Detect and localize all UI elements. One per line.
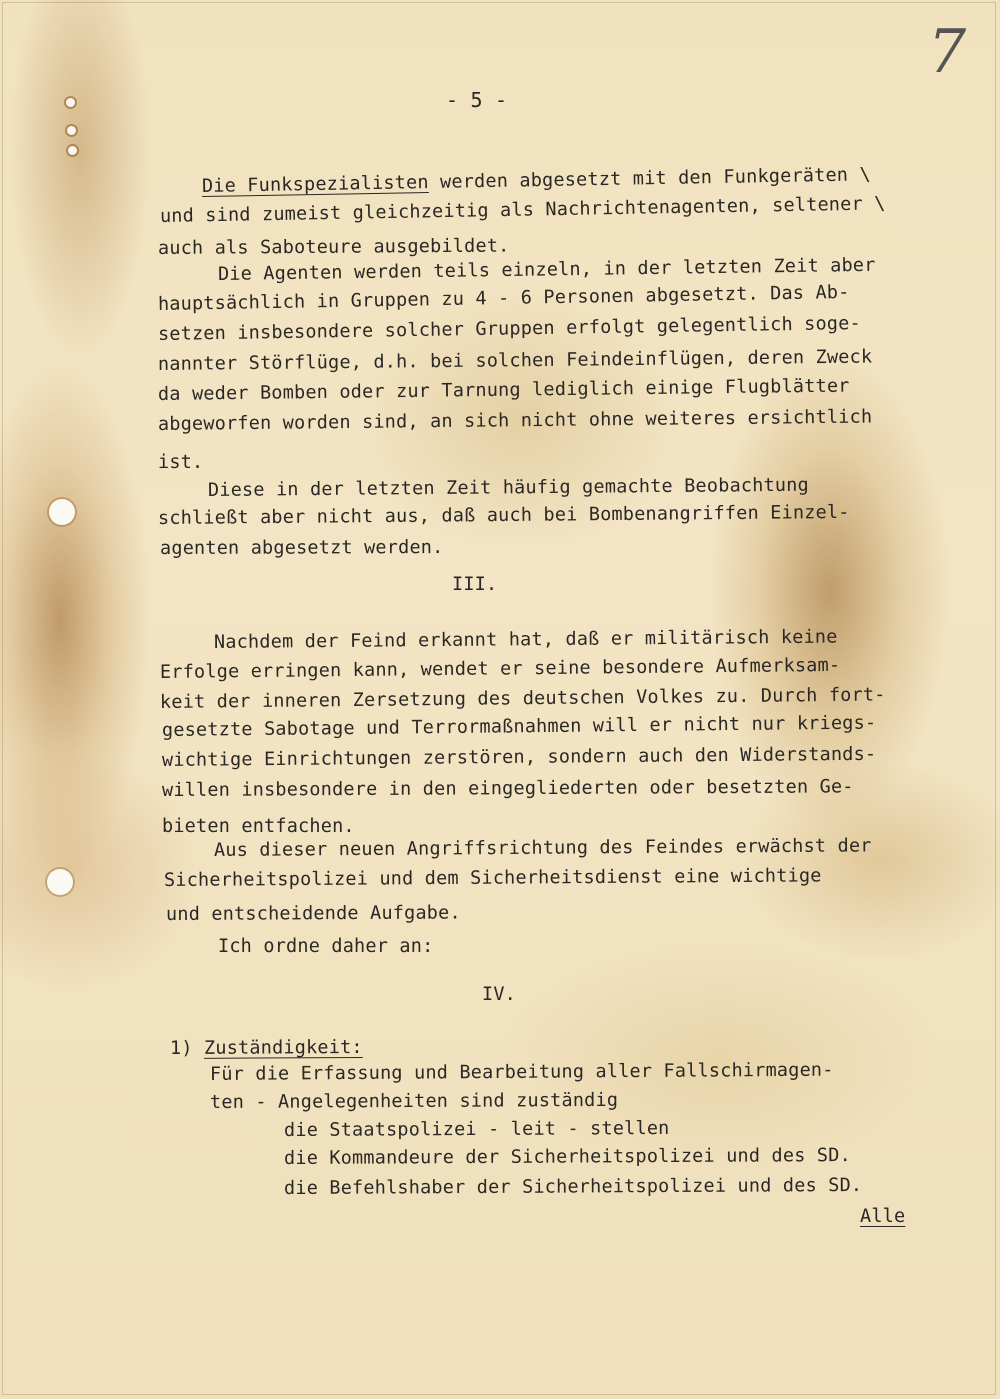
text-line bbox=[158, 454, 203, 473]
text-line bbox=[161, 743, 877, 771]
burn-spot bbox=[67, 126, 76, 135]
text-line bbox=[207, 474, 809, 501]
text-line bbox=[166, 904, 461, 924]
text-line bbox=[284, 1147, 851, 1168]
text-line bbox=[157, 501, 850, 529]
text-segment: willen insbesondere in den eingegliederten oder besetzten Ge- bbox=[161, 776, 854, 801]
text-line bbox=[209, 1089, 619, 1113]
text-line bbox=[162, 818, 355, 837]
text-segment: werden abgesetzt mit den Funkgeräten \ bbox=[428, 164, 872, 194]
text-segment: Nachdem der Feind erkannt hat, daß er militärisch keine bbox=[213, 626, 838, 653]
text-line bbox=[202, 166, 871, 196]
text-segment: IV. bbox=[482, 984, 517, 1005]
text-segment: hauptsächlich in Gruppen zu 4 - 6 Personen abgesetzt. Das Ab- bbox=[157, 281, 850, 315]
handwritten-folio-number: 7 bbox=[928, 17, 967, 87]
text-segment: und entscheidende Aufgabe. bbox=[165, 902, 461, 925]
text-segment: die Kommandeure der Sicherheitspolizei und des SD. bbox=[283, 1145, 851, 1169]
text-segment: ist. bbox=[158, 452, 204, 473]
text-line bbox=[157, 346, 873, 375]
text-segment: Erfolge erringen kann, wendet er seine besondere Aufmerksam- bbox=[159, 654, 841, 683]
text-segment: abgeworfen worden sind, an sich nicht ohne weiteres ersichtlich bbox=[157, 406, 873, 435]
text-segment: da weder Bomben oder zur Tarnung lediglich einige Flugblätter bbox=[157, 375, 850, 405]
text-segment: nannter Störflüge, d.h. bei solchen Feindeinflügen, deren Zweck bbox=[157, 346, 873, 375]
underlined-text: Zuständigkeit: bbox=[203, 1036, 363, 1059]
underlined-text: Die Funkspezialisten bbox=[201, 172, 429, 197]
text-line bbox=[157, 281, 850, 315]
text-segment: bieten entfachen. bbox=[162, 816, 355, 837]
text-segment: die Staatspolizei - leit - stellen bbox=[283, 1117, 670, 1141]
text-line bbox=[157, 406, 873, 435]
text-segment: schließt aber nicht aus, daß auch bei Bombenangriffen Einzel- bbox=[157, 501, 850, 529]
text-segment: ten - Angelegenheiten sind zuständig bbox=[209, 1089, 619, 1113]
text-line bbox=[164, 867, 822, 890]
text-line bbox=[162, 778, 854, 800]
text-segment: und sind zumeist gleichzeitig als Nachrichtenagenten, seltener \ bbox=[159, 193, 886, 227]
text-line bbox=[218, 938, 433, 957]
text-segment: 1) bbox=[169, 1037, 205, 1059]
text-segment: die Befehlshaber der Sicherheitspolizei und des SD. bbox=[283, 1174, 863, 1199]
text-line bbox=[157, 312, 862, 345]
text-line bbox=[452, 576, 497, 595]
text-line bbox=[160, 539, 444, 558]
text-line bbox=[157, 235, 510, 259]
underlined-text: Alle bbox=[860, 1206, 906, 1227]
text-line bbox=[283, 1117, 670, 1141]
punch-hole-top bbox=[49, 499, 75, 525]
text-segment: keit der inneren Zersetzung des deutschen Volkes zu. Durch fort- bbox=[159, 684, 886, 713]
text-segment: Aus dieser neuen Angriffsrichtung des Feindes erwächst der bbox=[213, 835, 872, 861]
text-segment: wichtige Einrichtungen zerstören, sondern auch den Widerstands- bbox=[161, 743, 877, 771]
text-segment: III. bbox=[452, 574, 498, 595]
text-line bbox=[159, 654, 841, 683]
text-line bbox=[217, 254, 876, 285]
text-line bbox=[160, 686, 886, 712]
text-line bbox=[157, 375, 850, 405]
text-line bbox=[860, 1208, 905, 1227]
text-segment: Sicherheitspolizei und dem Sicherheitsdienst eine wichtige bbox=[163, 865, 822, 891]
text-segment: gesetzte Sabotage und Terrormaßnahmen will er nicht nur kriegs- bbox=[161, 712, 877, 741]
text-line bbox=[283, 1174, 863, 1199]
punch-hole-bottom bbox=[47, 869, 73, 895]
text-segment: Die Agenten werden teils einzeln, in der letzten Zeit aber bbox=[217, 254, 876, 285]
text-line bbox=[214, 837, 872, 860]
text-line bbox=[209, 1059, 834, 1085]
text-line bbox=[482, 986, 516, 1005]
text-line bbox=[169, 1036, 363, 1059]
burn-spot bbox=[66, 98, 75, 107]
page-number: - 5 - bbox=[446, 88, 508, 112]
text-segment: agenten abgesetzt werden. bbox=[159, 537, 444, 559]
text-line bbox=[160, 195, 886, 226]
text-segment: auch als Saboteure ausgebildet. bbox=[157, 235, 510, 259]
text-line bbox=[213, 626, 838, 653]
text-segment: setzen insbesondere solcher Gruppen erfolgt gelegentlich soge- bbox=[157, 312, 862, 345]
text-segment: Diese in der letzten Zeit häufig gemachte Beobachtung bbox=[207, 474, 809, 501]
burn-spot bbox=[68, 146, 77, 155]
text-line bbox=[161, 712, 877, 741]
text-segment: Für die Erfassung und Bearbeitung aller Fallschirmagen- bbox=[209, 1059, 834, 1085]
text-segment: Ich ordne daher an: bbox=[218, 936, 434, 957]
